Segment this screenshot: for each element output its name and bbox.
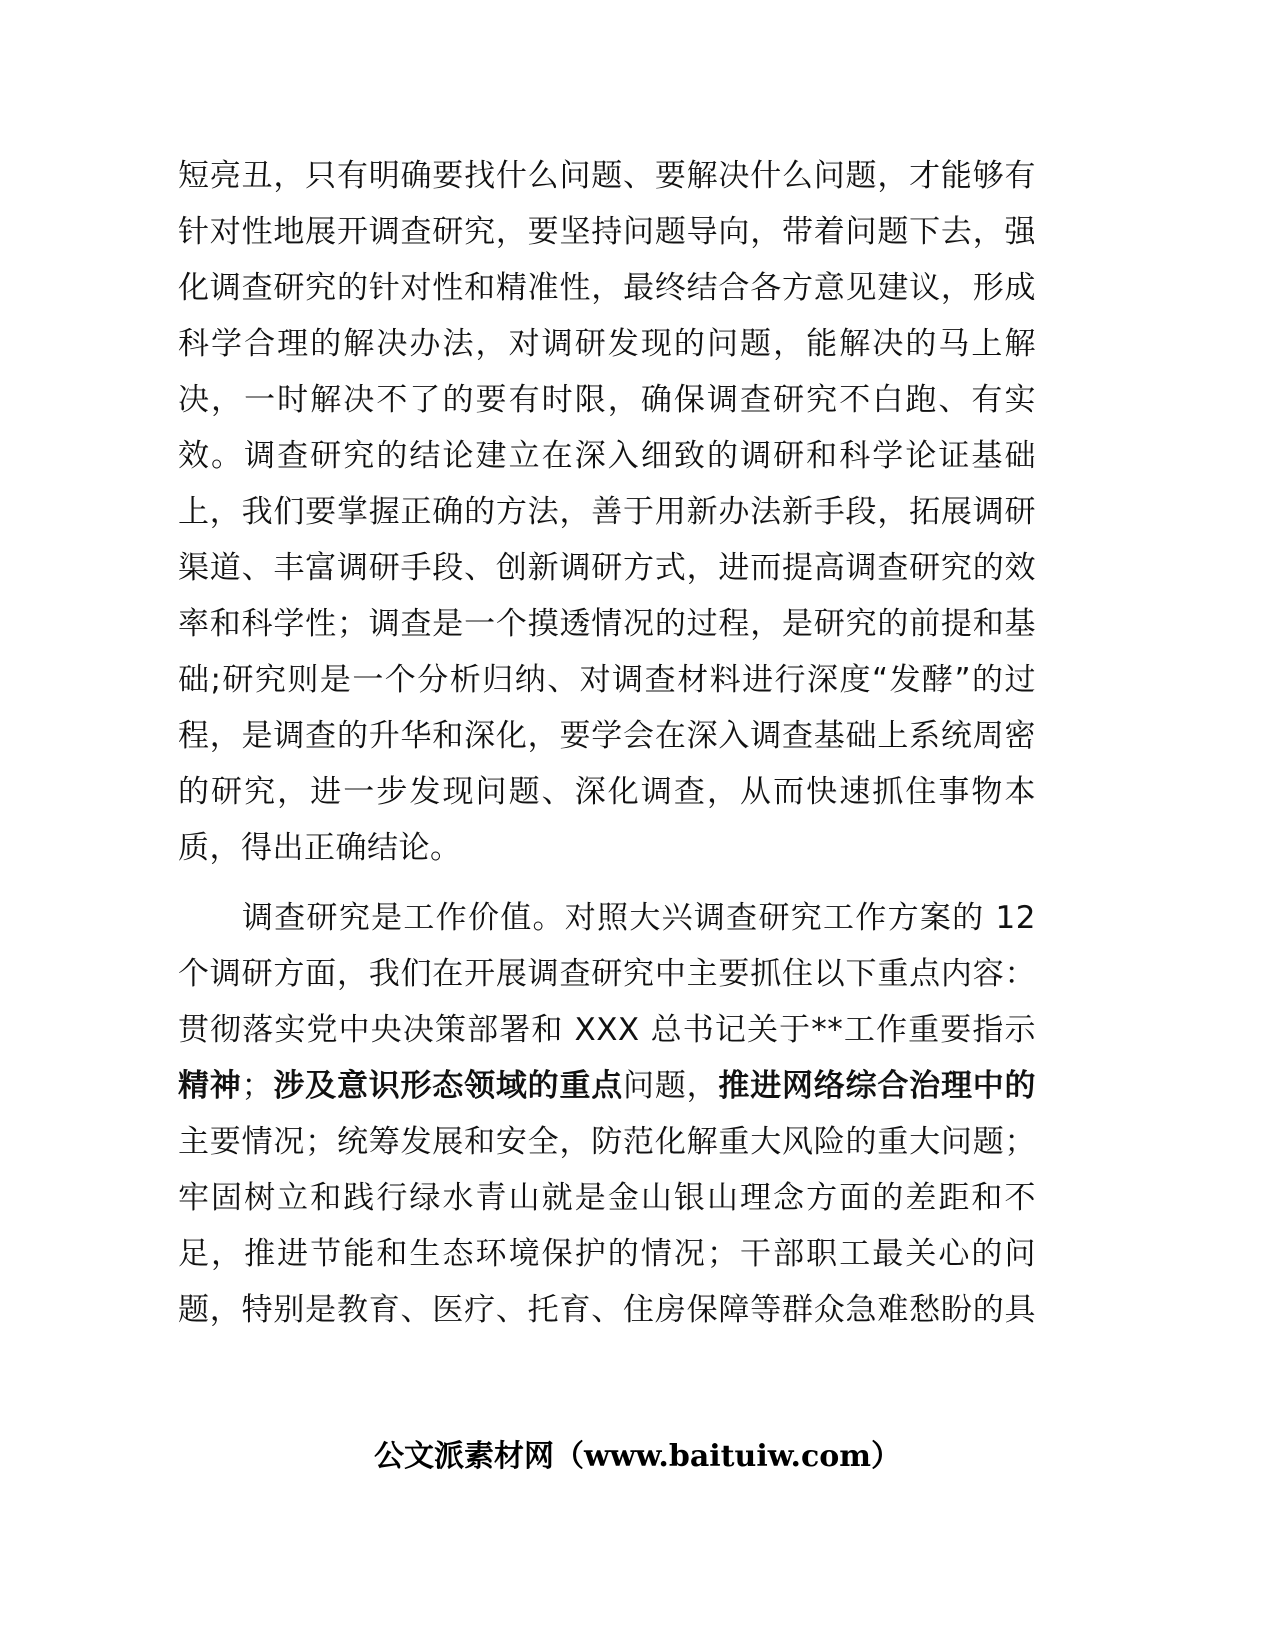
text-line: 足，推进节能和生态环境保护的情况；干部职工最关心的问 xyxy=(178,1236,1036,1272)
text-line: 主要情况；统筹发展和安全，防范化解重大风险的重大问题； xyxy=(178,1124,1036,1160)
text-line: 上，我们要掌握正确的方法，善于用新办法新手段，拓展调研 xyxy=(178,494,1036,530)
text-line: 贯彻落实党中央决策部署和 XXX 总书记关于**工作重要指示 xyxy=(178,1012,1036,1048)
text-line: 决，一时解决不了的要有时限，确保调查研究不白跑、有实 xyxy=(178,382,1036,418)
text-line: 个调研方面，我们在开展调查研究中主要抓住以下重点内容： xyxy=(178,956,1036,992)
text-line: 题，特别是教育、医疗、托育、住房保障等群众急难愁盼的具 xyxy=(178,1292,1036,1328)
text-segment: ； xyxy=(241,1068,274,1104)
text-line: 短亮丑，只有明确要找什么问题、要解决什么问题，才能够有 xyxy=(178,158,1036,194)
text-line: 针对性地展开调查研究，要坚持问题导向，带着问题下去，强 xyxy=(178,214,1036,250)
paragraph-spacer xyxy=(178,876,1036,890)
text-segment: 问题， xyxy=(623,1068,719,1104)
text-segment-bold: 推进网络综合治理中的 xyxy=(718,1068,1037,1104)
text-line: 质，得出正确结论。 xyxy=(178,830,462,866)
paragraph-2 xyxy=(178,890,1036,1338)
text-line: 率和科学性；调查是一个摸透情况的过程，是研究的前提和基 xyxy=(178,606,1036,642)
text-line: 础;研究则是一个分析归纳、对调查材料进行深度“发酵”的过 xyxy=(178,662,1036,698)
text-line: 化调查研究的针对性和精准性，最终结合各方意见建议，形成 xyxy=(178,270,1036,306)
text-segment-bold: 精神 xyxy=(178,1068,242,1104)
text-segment-bold: 涉及意识形态领域的重点 xyxy=(273,1068,624,1104)
text-line: 调查研究是工作价值。对照大兴调查研究工作方案的 12 xyxy=(242,900,1036,936)
body-text xyxy=(178,148,1036,1338)
paragraph-1 xyxy=(178,148,1036,876)
footer-watermark: 公文派素材网（www.baituiw.com） xyxy=(373,1439,902,1474)
text-line: 效。调查研究的结论建立在深入细致的调研和科学论证基础 xyxy=(178,438,1036,474)
text-line: 渠道、丰富调研手段、创新调研方式，进而提高调查研究的效 xyxy=(178,550,1036,586)
text-line: 科学合理的解决办法，对调研发现的问题，能解决的马上解 xyxy=(178,326,1036,362)
text-line-mixed xyxy=(178,1058,1036,1114)
text-line: 的研究，进一步发现问题、深化调查，从而快速抓住事物本 xyxy=(178,774,1036,810)
text-line: 程，是调查的升华和深化，要学会在深入调查基础上系统周密 xyxy=(178,718,1036,754)
text-line: 牢固树立和践行绿水青山就是金山银山理念方面的差距和不 xyxy=(178,1180,1036,1216)
